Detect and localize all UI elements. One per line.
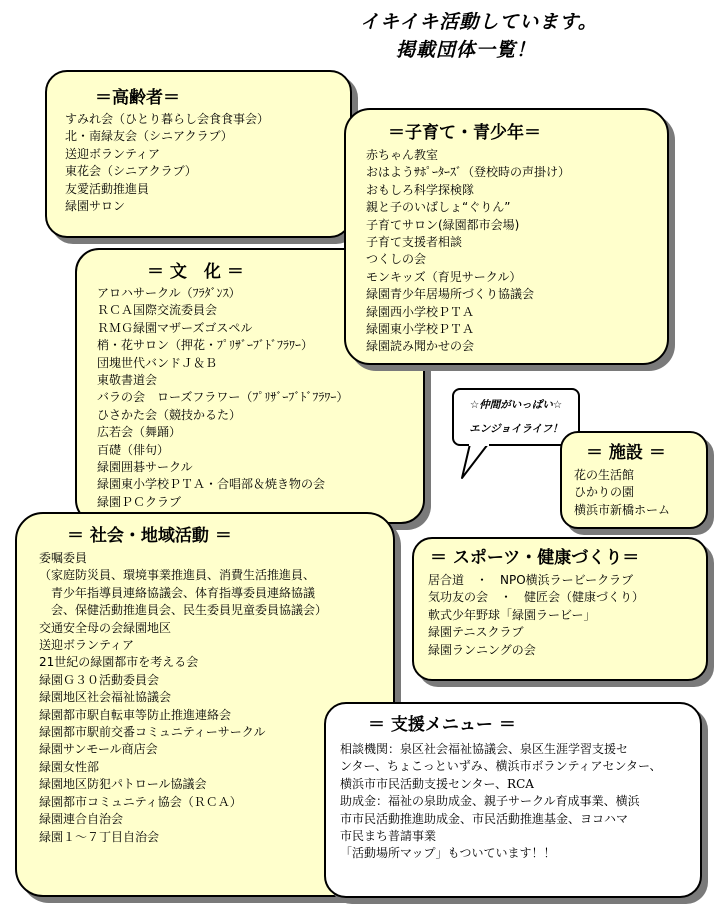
facility-title: ＝ 施設 ＝ [586, 443, 666, 463]
list-item: 緑園ランニングの会 [428, 642, 536, 657]
culture-title: ＝ 文 化 ＝ [147, 262, 244, 282]
list-item: 気功友の会 ・ 健匠会（健康づくり） [428, 590, 645, 605]
list-item: 「活動場所マップ」もついています！！ [340, 846, 556, 861]
list-item: ＲＣＡ国際交流委員会 [97, 303, 218, 318]
bubble-line-1: ☆仲間がいっぱい☆ [469, 399, 563, 411]
sports-box [412, 537, 708, 681]
sports-title: ＝ スポーツ・健康づくり＝ [430, 548, 640, 568]
list-item: モンキッズ（育児サークル） [366, 269, 522, 284]
community-title: ＝ 社会・地域活動 ＝ [67, 526, 232, 546]
list-item: 横浜市市民活動支援センター、RCA [340, 776, 534, 791]
list-item: 緑園女性部 [39, 759, 100, 774]
elderly-box [45, 70, 352, 238]
list-item: 花の生活館 [574, 468, 635, 482]
list-item: （家庭防災員、環境事業推進員、消費生活推進員、 [39, 568, 316, 583]
facility-box [560, 431, 708, 529]
list-item: 緑園西小学校ＰＴＡ [366, 304, 475, 319]
list-item: 子育て支援者相談 [366, 235, 463, 250]
list-item: すみれ会（ひとり暮らし会食食事会） [65, 112, 270, 126]
list-item: ひさかた会（競技かるた） [97, 407, 242, 422]
list-item: 緑園１～７丁目自治会 [39, 829, 160, 844]
list-item: 百礎（俳句） [97, 442, 170, 457]
list-item: 送迎ボランティア [65, 146, 161, 161]
list-item: ＲＭＧ緑園マザーズゴスペル [97, 320, 253, 335]
list-item: 助成金：福祉の泉助成金、親子サークル育成事業、横浜 [340, 794, 640, 809]
sports-list [428, 572, 706, 659]
list-item: 親と子のいばしょ“ぐりん” [366, 200, 511, 215]
list-item: 緑園テニスクラブ [428, 625, 524, 640]
list-item: 緑園サロン [65, 199, 126, 214]
header-line-2: 掲載団体一覧！ [396, 39, 537, 61]
list-item: 緑園Ｇ３０活動委員会 [39, 672, 160, 687]
list-item: 東敬書道会 [97, 373, 158, 388]
list-item: 緑園青少年居場所づくり協議会 [366, 287, 535, 302]
list-item: 相談機関：泉区社会福祉協議会、泉区生涯学習支援セ [340, 742, 629, 756]
list-item: 送迎ボランティア [39, 638, 135, 653]
list-item: 緑園ＰＣクラブ [97, 494, 182, 509]
list-item: ひかりの園 [574, 485, 635, 500]
list-item: 会、保健活動推進員会、民生委員児童委員協議会） [39, 603, 328, 618]
list-item: 緑園東小学校ＰＴＡ [366, 322, 475, 337]
support-list [340, 741, 700, 863]
facility-list [574, 467, 706, 519]
list-item: 緑園都市駅自転車等防止推進連絡会 [39, 707, 232, 722]
list-item: バラの会 ローズフラワー（ﾌﾟﾘｻﾞｰﾌﾞﾄﾞﾌﾗﾜｰ） [97, 390, 349, 405]
list-item: 緑園東小学校ＰＴＡ・合唱部＆焼き物の会 [97, 477, 326, 492]
list-item: 緑園地区社会福祉協議会 [39, 690, 172, 705]
support-title: ＝ 支援メニュー ＝ [368, 715, 516, 735]
list-item: 北・南緑友会（シニアクラブ） [65, 129, 233, 144]
list-item: 緑園地区防犯パトロール協議会 [39, 777, 207, 792]
list-item: 梢・花サロン（押花・ﾌﾟﾘｻﾞｰﾌﾞﾄﾞﾌﾗﾜｰ） [97, 338, 314, 353]
list-item: おもしろ科学探検隊 [366, 182, 475, 197]
youth-box [344, 108, 669, 365]
list-item: 市民まち普請事業 [340, 829, 437, 844]
list-item: 子育てサロン(緑園都市会場) [366, 217, 520, 232]
list-item: ンター、ちょこっといずみ、横浜市ボランティアセンター、 [340, 759, 662, 774]
list-item: 交通安全母の会緑園地区 [39, 620, 172, 635]
youth-title: ＝子育て・青少年＝ [388, 123, 541, 143]
support-box [324, 702, 702, 898]
list-item: 緑園読み聞かせの会 [366, 339, 475, 354]
speech-bubble-tail [456, 442, 496, 482]
list-item: 赤ちゃん教室 [366, 148, 439, 162]
list-item: 委嘱委員 [39, 551, 88, 565]
list-item: 広若会（舞踊） [97, 425, 182, 440]
list-item: 緑園連合自治会 [39, 812, 124, 827]
speech-bubble [452, 388, 580, 446]
youth-list [366, 147, 667, 356]
list-item: 緑園囲碁サークル [97, 460, 193, 475]
list-item: 団塊世代バンドＪ＆Ｂ [97, 355, 218, 370]
list-item: つくしの会 [366, 252, 427, 267]
list-item: 横浜市新橋ホーム [574, 502, 671, 517]
list-item: 市市民活動推進助成金、市民活動推進基金、ヨコハマ [340, 811, 629, 826]
list-item: 友愛活動推進員 [65, 181, 150, 196]
list-item: 居合道 ・ NPO横浜ラービークラブ [428, 573, 634, 587]
list-item: 緑園都市駅前交番コミュニティーサークル [39, 725, 266, 740]
list-item: 軟式少年野球「緑園ラービー」 [428, 607, 596, 622]
list-item: 21世紀の緑園都市を考える会 [39, 655, 199, 670]
bubble-line-2: エンジョイライフ！ [469, 423, 563, 435]
list-item: おはようｻﾎﾟｰﾀｰｽﾞ（登校時の声掛け） [366, 165, 571, 180]
list-item: 東花会（シニアクラブ） [65, 164, 197, 179]
list-item: 緑園サンモール商店会 [39, 742, 158, 757]
list-item: アロハサークル（ﾌﾗﾀﾞﾝｽ） [97, 286, 241, 300]
list-item: 青少年指導員連絡協議会、体育指導委員連絡協議 [39, 585, 316, 600]
elderly-list [65, 111, 350, 215]
header-line-1: イキイキ活動しています。 [360, 11, 598, 33]
elderly-title: ＝高齢者＝ [95, 88, 180, 108]
list-item: 緑園都市コミュニティ協会（ＲＣＡ） [39, 794, 242, 809]
